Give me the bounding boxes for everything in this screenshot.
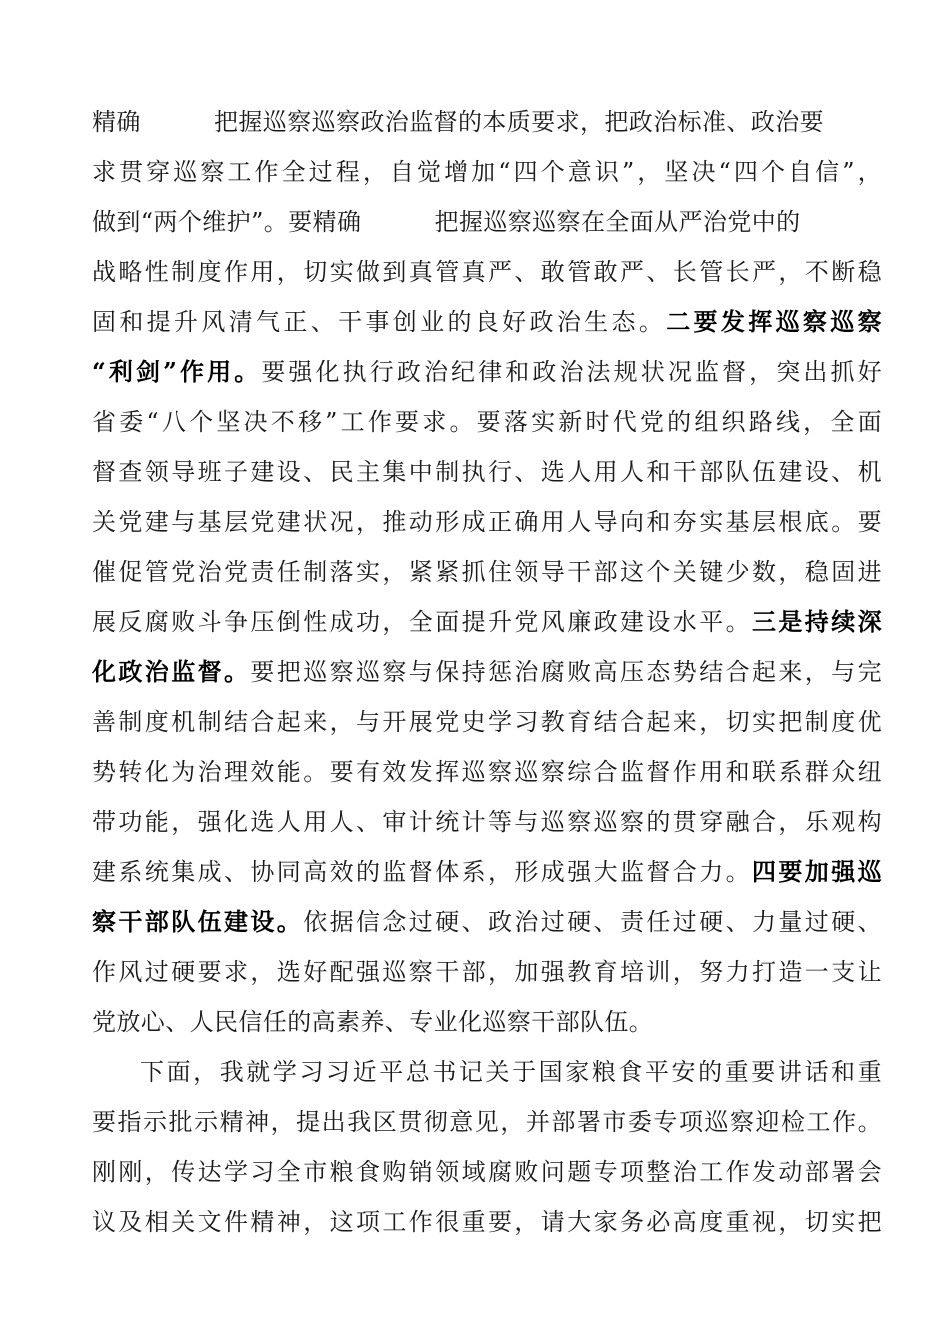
text-segment: 催促管党治党责任制落实，紧紧抓住领导干部这个关键少数，稳固进: [92, 558, 882, 586]
text-segment: 督查领导班子建设、民主集中制执行、选人用人和干部队伍建设、机: [92, 458, 882, 486]
text-line-3: [92, 202, 882, 242]
text-line-19: [92, 1002, 882, 1042]
text-line-5: [92, 302, 882, 342]
text-line-14: [92, 752, 882, 792]
text-segment: 下面，我就学习习近平总书记关于国家粮食平安的重要讲话和重: [140, 1058, 882, 1086]
text-line-1: [92, 102, 882, 142]
text-segment: 依据信念过硬、政治过硬、责任过硬、力量过硬、: [303, 908, 882, 936]
text-line-2: [92, 152, 882, 192]
text-line-8: [92, 452, 882, 492]
text-segment: 做到“两个维护”。要精确 把握巡察巡察在全面从严治党中的: [92, 208, 801, 236]
text-segment: 精确 把握巡察巡察政治监督的本质要求，把政治标准、政治要: [92, 108, 824, 136]
text-line-15: [92, 802, 882, 842]
bold-heading-segment: 察干部队伍建设。: [92, 907, 304, 936]
text-segment: 刚刚，传达学习全市粮食购销领域腐败问题专项整治工作发动部署会: [92, 1158, 882, 1186]
text-line-23: [92, 1202, 882, 1242]
text-line-4: [92, 252, 882, 292]
text-segment: 要指示批示精神，提出我区贯彻意见，并部署市委专项巡察迎检工作。: [92, 1108, 882, 1136]
text-segment: 带功能，强化选人用人、审计统计等与巡察巡察的贯穿融合，乐观构: [92, 808, 882, 836]
bold-heading-segment: 化政治监督。: [92, 657, 251, 686]
text-segment: 势转化为治理效能。要有效发挥巡察巡察综合监督作用和联系群众纽: [92, 758, 882, 786]
text-segment: 作风过硬要求，选好配强巡察干部，加强教育培训，努力打造一支让: [92, 958, 882, 986]
text-line-13: [92, 702, 882, 742]
text-segment: 关党建与基层党建状况，推动形成正确用人导向和夯实基层根底。要: [92, 508, 882, 536]
text-line-10: [92, 552, 882, 592]
text-segment: 固和提升风清气正、干事创业的良好政治生态。: [92, 308, 667, 336]
text-segment: 省委“八个坚决不移”工作要求。要落实新时代党的组织路线，全面: [92, 408, 882, 436]
paragraph-start-line: [140, 1052, 882, 1092]
bold-heading-segment: 三是持续深: [752, 607, 882, 636]
text-segment: 建系统集成、协同高效的监督体系，形成强大监督合力。: [92, 858, 752, 886]
bold-heading-segment: 四要加强巡: [752, 857, 882, 886]
text-segment: 党放心、人民信任的高素养、专业化巡察干部队伍。: [92, 1008, 654, 1036]
text-segment: 要强化执行政治纪律和政治法规状况监督，突出抓好: [261, 358, 882, 386]
text-line-6: [92, 352, 882, 392]
text-segment: 展反腐败斗争压倒性成功，全面提升党风廉政建设水平。: [92, 608, 752, 636]
text-segment: 议及相关文件精神，这项工作很重要，请大家务必高度重视，切实把: [92, 1208, 882, 1236]
text-segment: 要把巡察巡察与保持惩治腐败高压态势结合起来，与完: [250, 658, 882, 686]
text-line-7: [92, 402, 882, 442]
text-segment: 善制度机制结合起来，与开展党史学习教育结合起来，切实把制度优: [92, 708, 882, 736]
text-line-18: [92, 952, 882, 992]
text-segment: 求贯穿巡察工作全过程，自觉增加“四个意识”，坚决“四个自信”，: [92, 158, 882, 186]
text-line-22: [92, 1152, 882, 1192]
text-line-16: [92, 852, 882, 892]
text-line-11: [92, 602, 882, 642]
text-line-21: [92, 1102, 882, 1142]
text-line-9: [92, 502, 882, 542]
text-line-12: [92, 652, 882, 692]
bold-heading-segment: 二要发挥巡察巡察: [666, 307, 883, 336]
text-line-17: [92, 902, 882, 942]
bold-heading-segment: “利剑”作用。: [92, 357, 262, 386]
text-segment: 战略性制度作用，切实做到真管真严、敢管敢严、长管长严，不断稳: [92, 258, 882, 286]
